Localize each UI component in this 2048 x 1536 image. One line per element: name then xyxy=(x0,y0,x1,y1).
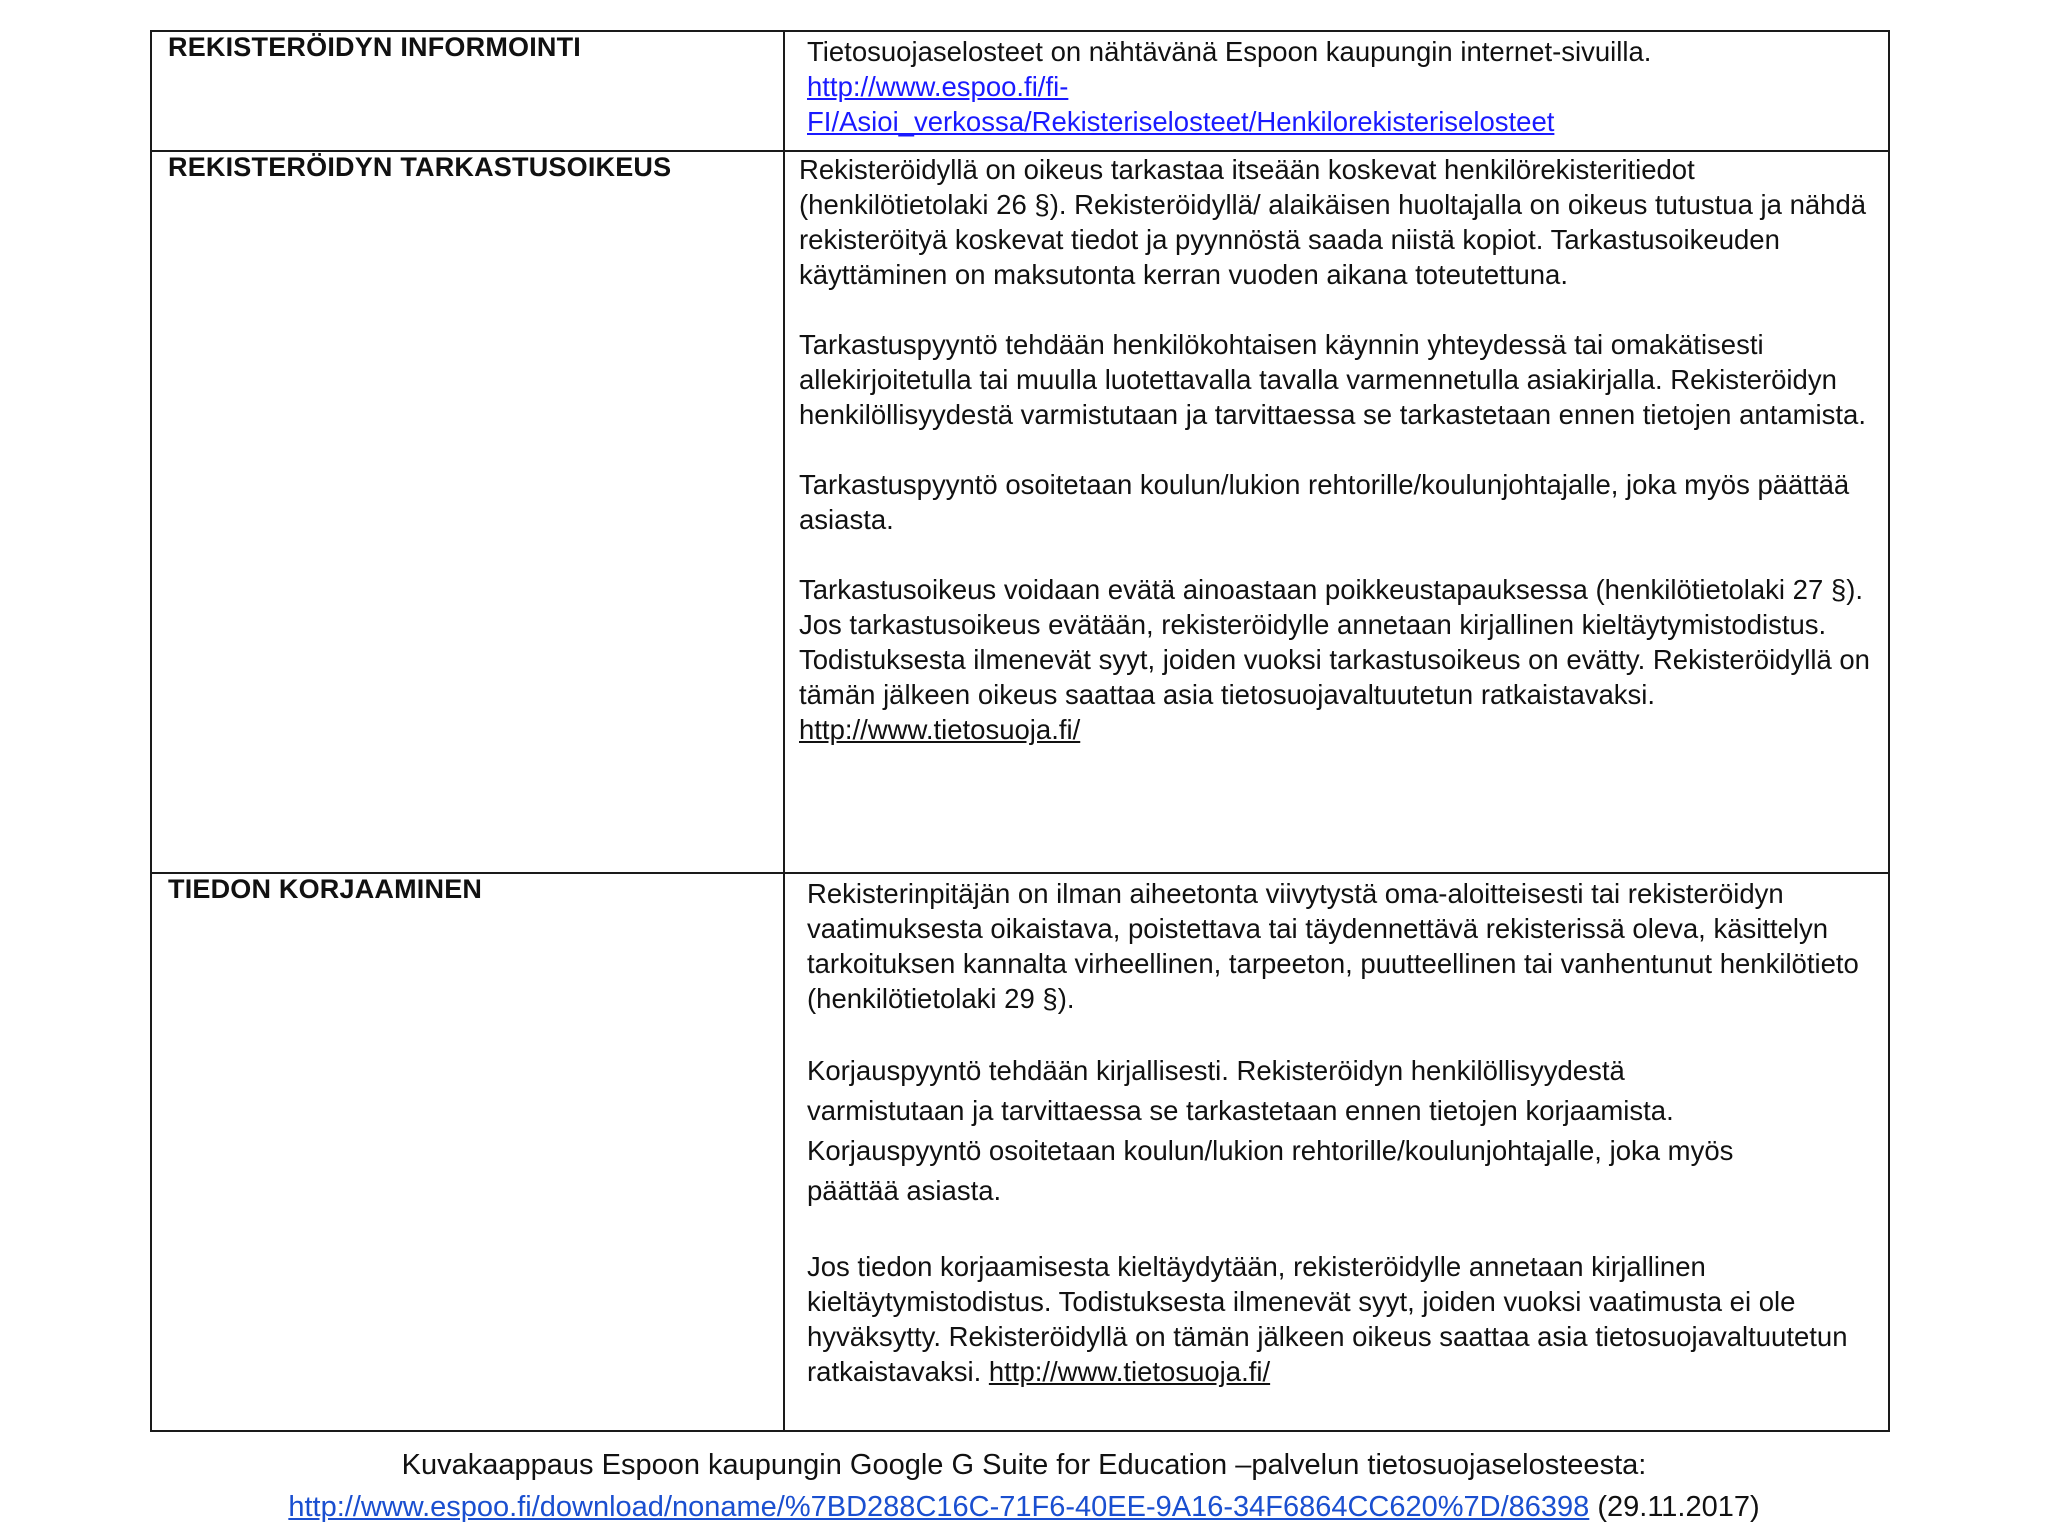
table-row xyxy=(152,30,1888,150)
table-row xyxy=(152,872,1888,1430)
row-content-informointi xyxy=(807,34,1902,139)
row-content-tarkastusoikeus xyxy=(799,152,1879,747)
korjaaminen-paragraph-1: Rekisterinpitäjän on ilman aiheetonta viivytystä oma-aloitteisesti tai rekisteröidyn vaatimuksesta oikaistava, poistettava tai täydennettävä rekisterissä oleva, käsittelyn tarkoituksen kannalta virheellinen, tarpeeton, puutteellinen tai vanhentunut henkilötieto (henkilötietolaki 29 §). xyxy=(807,878,1859,1014)
row-label-tarkastusoikeus: REKISTERÖIDYN TARKASTUSOIKEUS xyxy=(168,152,672,182)
tarkastusoikeus-paragraph-4-text: Tarkastusoikeus voidaan evätä ainoastaan poikkeustapauksessa (henkilötietolaki 27 §). Jos tarkastusoikeus evätään, rekisteröidylle annetaan kirjallinen kieltäytymistodistus. Todistuksesta ilmenevät syyt, joiden vuoksi tarkastusoikeus on evätty. Rekisteröidyllä on tämän jälkeen oikeus saattaa asia tietosuojavaltuutetun ratkaistavaksi. xyxy=(799,574,1870,710)
tietosuoja-link[interactable]: http://www.tietosuoja.fi/ xyxy=(799,714,1081,745)
row-label-korjaaminen: TIEDON KORJAAMINEN xyxy=(168,874,483,904)
caption-date: (29.11.2017) xyxy=(1597,1491,1760,1523)
row-label-informointi: REKISTERÖIDYN INFORMOINTI xyxy=(168,32,582,62)
korjaaminen-paragraph-2 xyxy=(807,1051,1882,1211)
register-statements-link-line-1[interactable]: http://www.espoo.fi/fi- xyxy=(807,71,1069,102)
korjaaminen-paragraph-2-line-3: Korjauspyyntö osoitetaan koulun/lukion rehtorille/koulunjohtajalle, joka myös xyxy=(807,1135,1734,1166)
informointi-text: Tietosuojaselosteet on nähtävänä Espoon kaupungin internet-sivuilla. xyxy=(807,36,1652,67)
tietosuoja-link[interactable]: http://www.tietosuoja.fi/ xyxy=(988,1356,1271,1387)
caption-source-link[interactable]: http://www.espoo.fi/download/noname/%7BD288C16C-71F6-40EE-9A16-34F6864CC620%7D/86398 xyxy=(288,1491,1590,1523)
tarkastusoikeus-paragraph-2: Tarkastuspyyntö tehdään henkilökohtaisen käynnin yhteydessä tai omakätisesti allekirjoitetulla tai muulla luotettavalla tavalla varmennetulla asiakirjalla. Rekisteröidyn henkilöllisyydestä varmistutaan ja tarvittaessa se tarkastetaan ennen tietojen antamista. xyxy=(799,329,1866,430)
register-statements-link-line-2[interactable]: FI/Asioi_verkossa/Rekisteriselosteet/Henkilorekisteriselosteet xyxy=(807,106,1555,137)
table-row xyxy=(152,150,1888,872)
korjaaminen-paragraph-2-line-1: Korjauspyyntö tehdään kirjallisesti. Rekisteröidyn henkilöllisyydestä xyxy=(807,1055,1625,1086)
caption-text: Kuvakaappaus Espoon kaupungin Google G Suite for Education –palvelun tietosuojaselosteesta: xyxy=(401,1449,1647,1481)
korjaaminen-paragraph-3-text: Jos tiedon korjaamisesta kieltäydytään, rekisteröidylle annetaan kirjallinen kieltäytymistodistus. Todistuksesta ilmenevät syyt, joiden vuoksi vaatimusta ei ole hyväksytty. Rekisteröidyllä on tämän jälkeen oikeus saattaa asia tietosuojavaltuutetun ratkaistavaksi. xyxy=(807,1251,1848,1387)
caption-source-line xyxy=(0,1486,2048,1528)
screenshot-caption xyxy=(0,1444,2048,1528)
register-info-table xyxy=(150,30,1890,1432)
korjaaminen-paragraph-3 xyxy=(807,1249,1882,1389)
row-content-korjaaminen xyxy=(807,876,1882,1389)
tarkastusoikeus-paragraph-1: Rekisteröidyllä on oikeus tarkastaa itseään koskevat henkilörekisteritiedot (henkilötietolaki 26 §). Rekisteröidyllä/ alaikäisen huoltajalla on oikeus tutustua ja nähdä rekisteröityä koskevat tiedot ja pyynnöstä saada niistä kopiot. Tarkastusoikeuden käyttäminen on maksutonta kerran vuoden aikana toteutettuna. xyxy=(799,154,1867,290)
tarkastusoikeus-paragraph-3: Tarkastuspyyntö osoitetaan koulun/lukion rehtorille/koulunjohtajalle, joka myös päättää asiasta. xyxy=(799,469,1850,535)
korjaaminen-paragraph-2-line-2: varmistutaan ja tarvittaessa se tarkastetaan ennen tietojen korjaamista. xyxy=(807,1095,1674,1126)
korjaaminen-paragraph-2-line-4: päättää asiasta. xyxy=(807,1175,1002,1206)
table-top-border xyxy=(150,30,1890,32)
tarkastusoikeus-paragraph-4 xyxy=(799,572,1879,747)
